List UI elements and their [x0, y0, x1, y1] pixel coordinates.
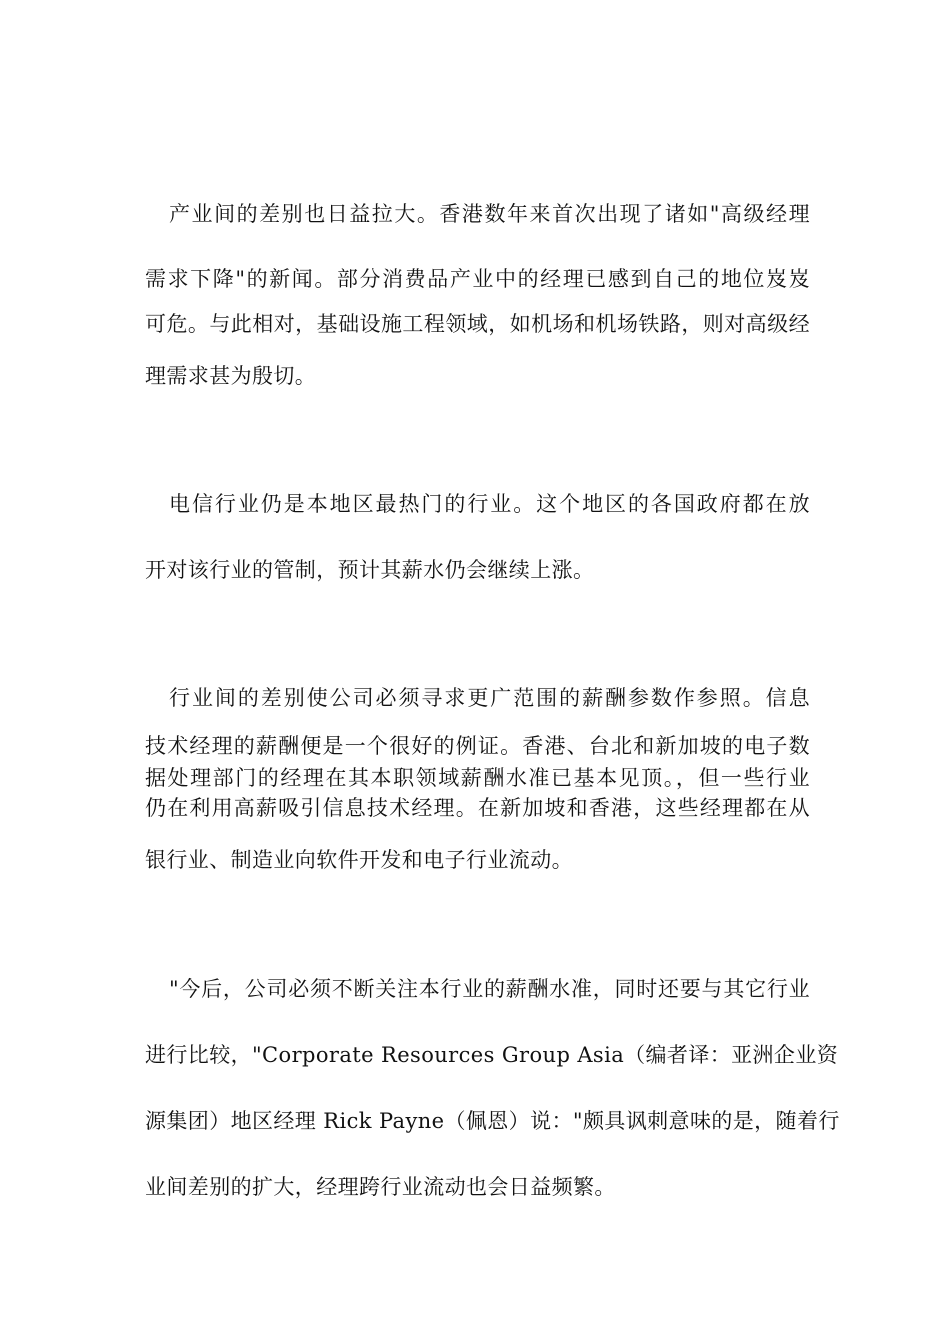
- paragraph-3-line-2: 技术经理的薪酬便是一个很好的例证。香港、台北和新加坡的电子数: [145, 734, 810, 758]
- paragraph-1-line-4: 理需求甚为殷切。: [145, 364, 317, 388]
- paragraph-1-line-1: 产业间的差别也日益拉大。香港数年来首次出现了诸如"高级经理: [169, 202, 810, 226]
- paragraph-1-line-3: 可危。与此相对，基础设施工程领域，如机场和机场铁路，则对高级经: [145, 312, 810, 336]
- paragraph-3-line-1: 行业间的差别使公司必须寻求更广范围的薪酬参数作参照。信息: [169, 686, 810, 710]
- paragraph-4-line-1: "今后，公司必须不断关注本行业的薪酬水准，同时还要与其它行业: [169, 977, 810, 1001]
- paragraph-1-line-2: 需求下降"的新闻。部分消费品产业中的经理已感到自己的地位岌岌: [145, 267, 810, 291]
- paragraph-3-line-5: 银行业、制造业向软件开发和电子行业流动。: [145, 848, 573, 872]
- paragraph-2-line-1: 电信行业仍是本地区最热门的行业。这个地区的各国政府都在放: [169, 492, 810, 516]
- paragraph-4-line-4: 业间差别的扩大，经理跨行业流动也会日益频繁。: [145, 1175, 616, 1199]
- paragraph-4-line-2: 进行比较，"Corporate Resources Group Asia（编者译：亚洲企业资: [145, 1043, 839, 1067]
- paragraph-3-line-4: 仍在利用高薪吸引信息技术经理。在新加坡和香港，这些经理都在从: [145, 796, 810, 820]
- paragraph-2-line-2: 开对该行业的管制，预计其薪水仍会继续上涨。: [145, 558, 595, 582]
- paragraph-3-line-3: 据处理部门的经理在其本职领域薪酬水准已基本见顶。，但一些行业: [145, 766, 810, 790]
- paragraph-4-line-3: 源集团）地区经理 Rick Payne（佩恩）说："颇具讽刺意味的是，随着行: [145, 1109, 840, 1133]
